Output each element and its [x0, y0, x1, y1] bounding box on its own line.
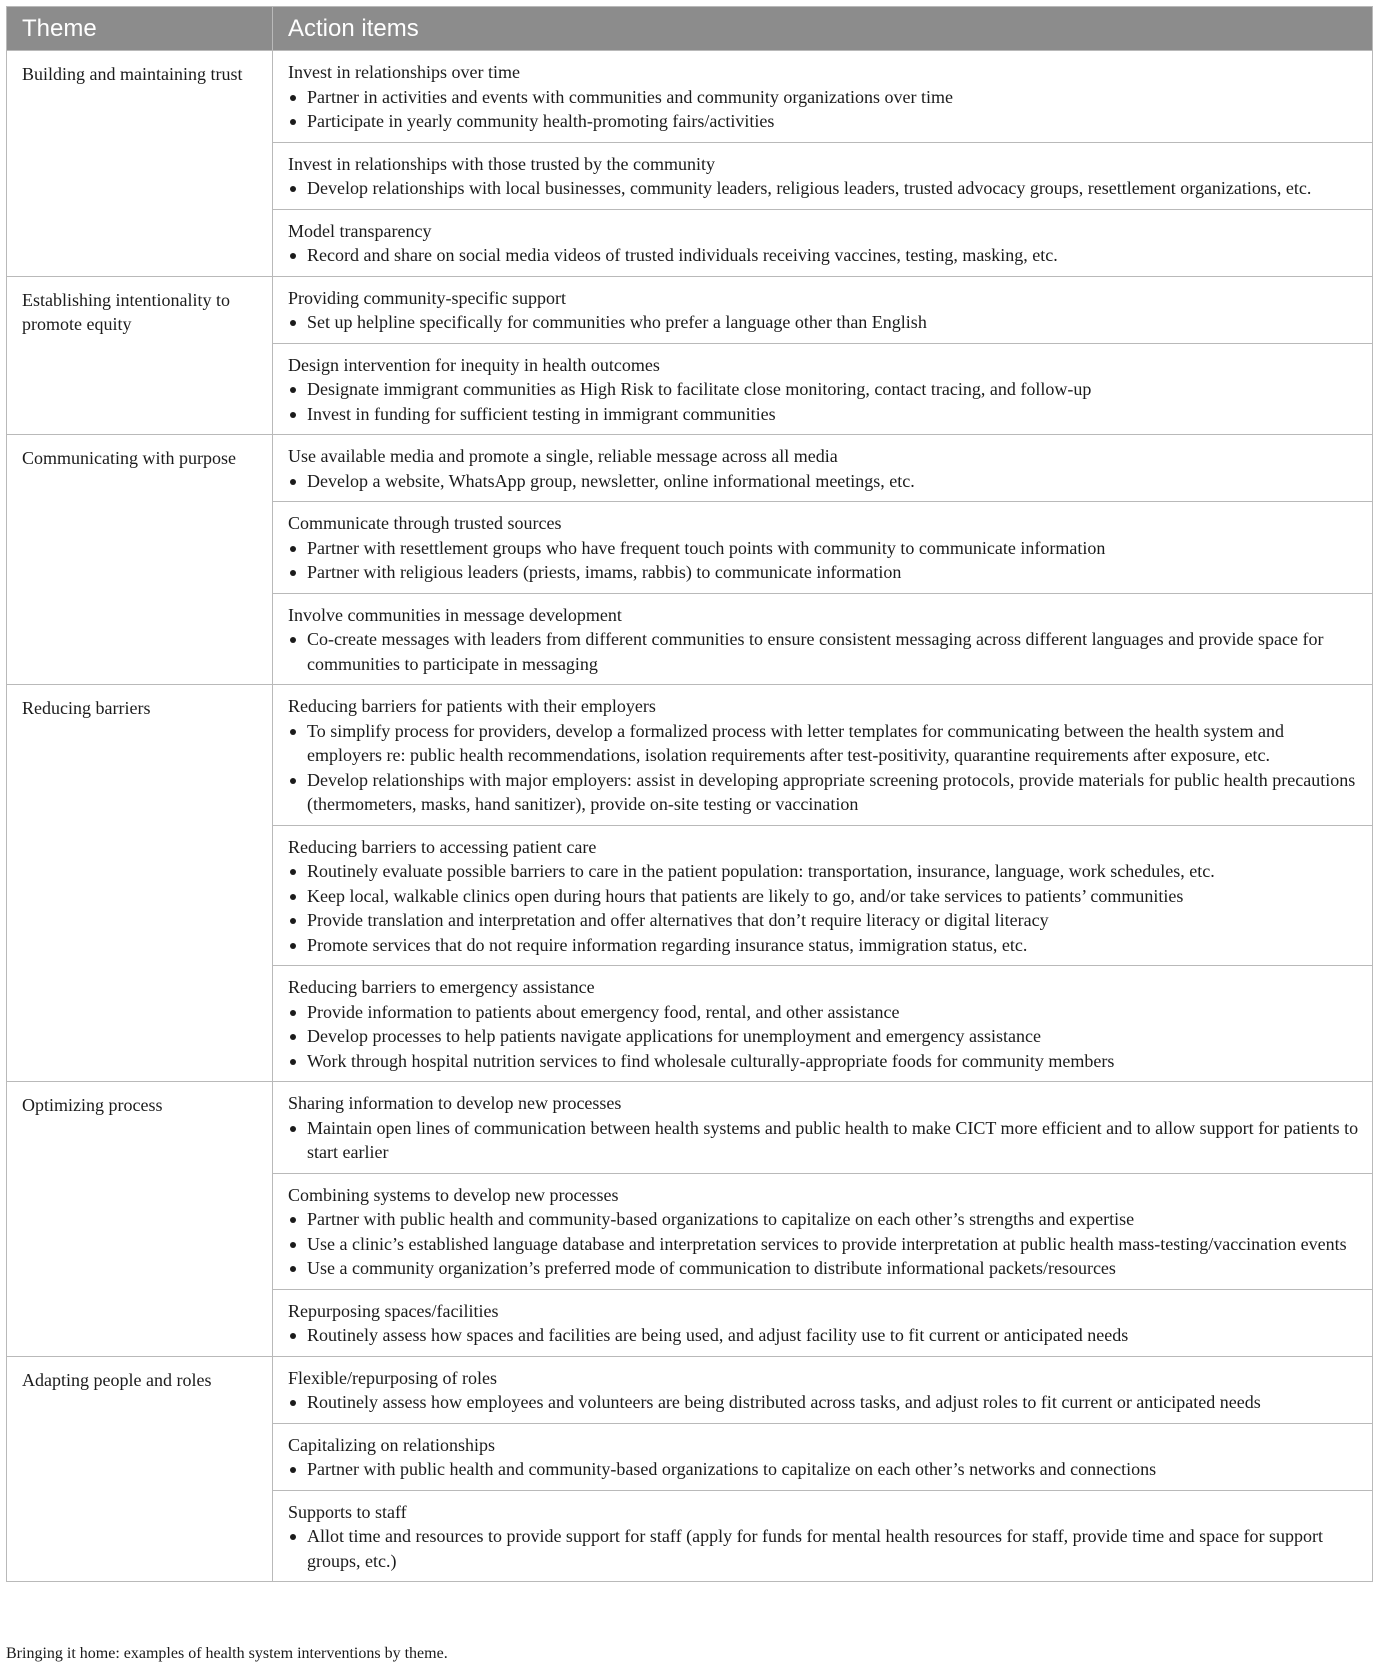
bullet-item: Co-create messages with leaders from different communities to ensure consistent messaging across different languages and provide space for communities to participate in messaging [288, 627, 1360, 676]
bullet-item: Develop relationships with major employers: assist in developing appropriate screening protocols, provide materials for public health precautions (thermometers, masks, hand sanitizer), provide on-site testing or vaccination [288, 768, 1360, 817]
bullet-item: Develop processes to help patients navigate applications for unemployment and emergency assistance [288, 1024, 1360, 1049]
theme-cell: Reducing barriers [7, 685, 273, 1082]
table-row [7, 1082, 1373, 1357]
action-group-title: Invest in relationships over time [288, 62, 520, 82]
bullet-list [288, 469, 1360, 494]
table-caption: Bringing it home: examples of health system interventions by theme. [6, 1645, 448, 1662]
bullet-item: Partner in activities and events with communities and community organizations over time [288, 85, 1360, 110]
bullet-list [288, 1524, 1360, 1573]
action-group [273, 1173, 1372, 1289]
bullet-item: Routinely assess how employees and volunteers are being distributed across tasks, and adjust roles to fit current or anticipated needs [288, 1390, 1360, 1415]
bullet-item: Partner with public health and community-based organizations to capitalize on each other’s strengths and expertise [288, 1207, 1360, 1232]
action-group [273, 1082, 1372, 1173]
bullet-list [288, 1116, 1360, 1165]
theme-cell: Communicating with purpose [7, 435, 273, 685]
action-items-cell [273, 1082, 1373, 1357]
action-group-title: Invest in relationships with those trusted by the community [288, 153, 715, 174]
action-group [273, 965, 1372, 1081]
theme-cell: Optimizing process [7, 1082, 273, 1357]
bullet-item: Partner with religious leaders (priests, imams, rabbis) to communicate information [288, 560, 1360, 585]
theme-cell: Adapting people and roles [7, 1356, 273, 1582]
bullet-list [288, 859, 1360, 957]
action-group-title: Model transparency [288, 220, 432, 241]
action-group [273, 343, 1372, 435]
action-group-title: Providing community-specific support [288, 287, 566, 308]
bullet-item: Partner with resettlement groups who have frequent touch points with community to communicate information [288, 536, 1360, 561]
bullet-item: Participate in yearly community health-promoting fairs/activities [288, 109, 1360, 134]
action-group-title: Combining systems to develop new processes [288, 1184, 619, 1205]
table-container [6, 6, 1373, 1582]
action-group-title: Design intervention for inequity in health outcomes [288, 354, 660, 375]
bullet-item: Provide information to patients about emergency food, rental, and other assistance [288, 1000, 1360, 1025]
action-items-cell [273, 1356, 1373, 1582]
bullet-item: Partner with public health and community-based organizations to capitalize on each other’s networks and connections [288, 1457, 1360, 1482]
header-theme: Theme [7, 7, 273, 51]
bullet-item: Invest in funding for sufficient testing in immigrant communities [288, 402, 1360, 427]
action-group [273, 1423, 1372, 1490]
bullet-item: Keep local, walkable clinics open during hours that patients are likely to go, and/or take services to patients’ communities [288, 884, 1360, 909]
action-group-title: Flexible/repurposing of roles [288, 1367, 497, 1388]
action-group [273, 825, 1372, 966]
action-items-cell [273, 51, 1373, 277]
bullet-item: Maintain open lines of communication between health systems and public health to make CICT more efficient and to allow support for patients to start earlier [288, 1116, 1360, 1165]
action-group [273, 1289, 1372, 1356]
action-items-cell [273, 276, 1373, 435]
action-group-title: Repurposing spaces/facilities [288, 1300, 499, 1321]
action-group-title: Supports to staff [288, 1501, 407, 1522]
bullet-list [288, 536, 1360, 585]
bullet-list [288, 627, 1360, 676]
interventions-table [6, 6, 1373, 1582]
bullet-item: Set up helpline specifically for communities who prefer a language other than English [288, 310, 1360, 335]
bullet-item: Record and share on social media videos of trusted individuals receiving vaccines, testing, masking, etc. [288, 243, 1360, 268]
bullet-item: Routinely assess how spaces and facilities are being used, and adjust facility use to fit current or anticipated needs [288, 1323, 1360, 1348]
bullet-item: Designate immigrant communities as High Risk to facilitate close monitoring, contact tracing, and follow-up [288, 377, 1360, 402]
bullet-list [288, 176, 1360, 201]
bullet-item: Allot time and resources to provide support for staff (apply for funds for mental health resources for staff, provide time and space for support groups, etc.) [288, 1524, 1360, 1573]
bullet-item: Provide translation and interpretation and offer alternatives that don’t require literacy or digital literacy [288, 908, 1360, 933]
bullet-list [288, 1207, 1360, 1281]
bullet-item: Develop relationships with local businesses, community leaders, religious leaders, trusted advocacy groups, resettlement organizations, etc. [288, 176, 1360, 201]
action-group [273, 51, 1372, 142]
action-items-cell [273, 685, 1373, 1082]
action-group [273, 1357, 1372, 1423]
action-items-cell [273, 435, 1373, 685]
action-group [273, 685, 1372, 825]
bullet-list [288, 243, 1360, 268]
header-row [7, 7, 1373, 51]
action-group-title: Communicate through trusted sources [288, 513, 562, 533]
theme-cell: Establishing intentionality to promote equity [7, 276, 273, 435]
table-row [7, 435, 1373, 685]
table-row [7, 1356, 1373, 1582]
action-group [273, 593, 1372, 685]
action-group-title: Reducing barriers for patients with their employers [288, 696, 656, 716]
action-group [273, 501, 1372, 593]
table-row [7, 276, 1373, 435]
bullet-list [288, 1457, 1360, 1482]
bullet-list [288, 719, 1360, 817]
bullet-item: Promote services that do not require information regarding insurance status, immigration status, etc. [288, 933, 1360, 958]
bullet-item: Routinely evaluate possible barriers to care in the patient population: transportation, insurance, language, work schedules, etc. [288, 859, 1360, 884]
theme-cell: Building and maintaining trust [7, 51, 273, 277]
bullet-list [288, 85, 1360, 134]
action-group-title: Reducing barriers to emergency assistance [288, 977, 595, 997]
bullet-list [288, 1390, 1360, 1415]
action-group [273, 209, 1372, 276]
table-row [7, 685, 1373, 1082]
header-action-items: Action items [273, 7, 1373, 51]
action-group-title: Reducing barriers to accessing patient care [288, 836, 597, 857]
bullet-item: Develop a website, WhatsApp group, newsletter, online informational meetings, etc. [288, 469, 1360, 494]
action-group-title: Use available media and promote a single, reliable message across all media [288, 446, 838, 466]
action-group [273, 142, 1372, 209]
action-group [273, 277, 1372, 343]
bullet-item: To simplify process for providers, develop a formalized process with letter templates for communicating between the health system and employers re: public health recommendations, isolation requirements after test-positivity, quarantine requirements after exposure, etc. [288, 719, 1360, 768]
action-group [273, 435, 1372, 501]
action-group-title: Sharing information to develop new processes [288, 1093, 622, 1113]
bullet-list [288, 1000, 1360, 1074]
bullet-item: Use a community organization’s preferred mode of communication to distribute informational packets/resources [288, 1256, 1360, 1281]
bullet-list [288, 310, 1360, 335]
action-group-title: Capitalizing on relationships [288, 1434, 495, 1455]
bullet-list [288, 377, 1360, 426]
table-row [7, 51, 1373, 277]
action-group [273, 1490, 1372, 1582]
action-group-title: Involve communities in message development [288, 604, 622, 625]
bullet-list [288, 1323, 1360, 1348]
bullet-item: Work through hospital nutrition services to find wholesale culturally-appropriate foods for community members [288, 1049, 1360, 1074]
bullet-item: Use a clinic’s established language database and interpretation services to provide interpretation at public health mass-testing/vaccination events [288, 1232, 1360, 1257]
